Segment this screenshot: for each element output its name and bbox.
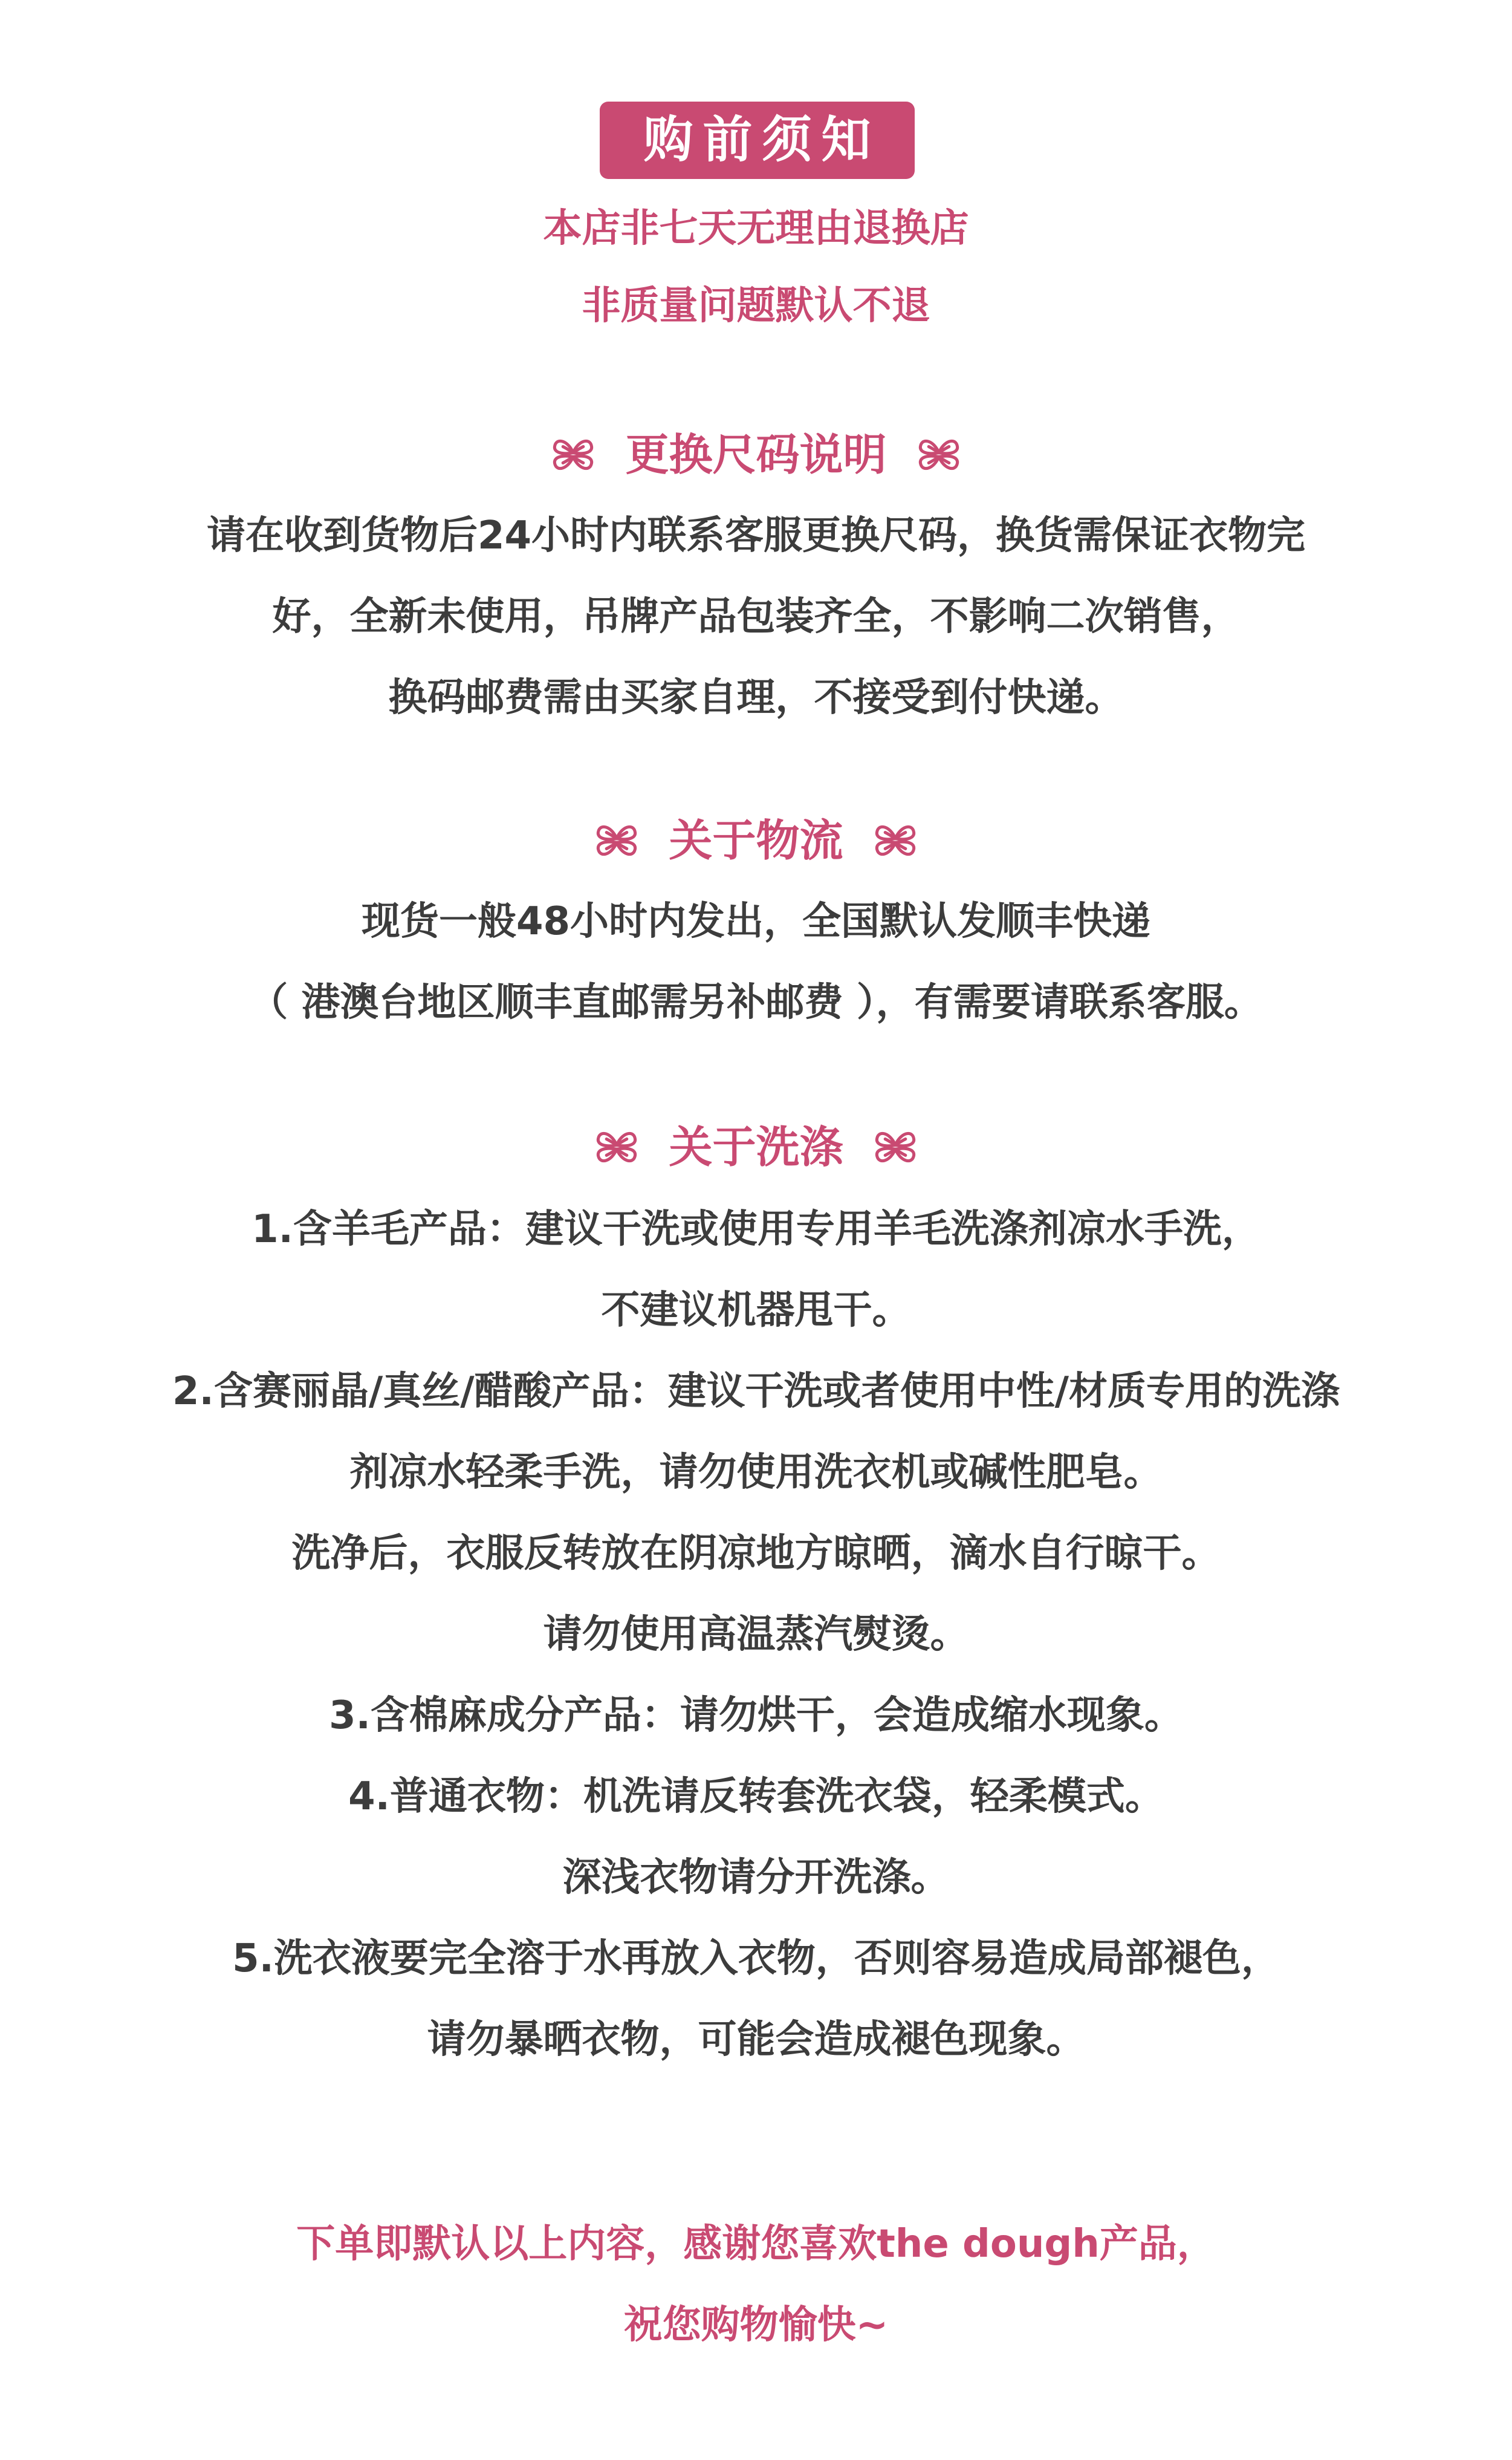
section-title-washing: 关于洗涤	[669, 1122, 843, 1173]
no-return-notice: 本店非七天无理由退换店	[543, 206, 969, 251]
washing-line: 2.含赛丽晶/真丝/醋酸产品：建议干洗或者使用中性/材质专用的洗涤	[172, 1369, 1340, 1414]
section-header-logistics	[0, 807, 1512, 874]
size-exchange-line: 好，全新未使用，吊牌产品包装齐全，不影响二次销售，	[272, 594, 1240, 639]
flower-icon	[591, 1122, 642, 1173]
size-exchange-line: 换码邮费需由买家自理，不接受到付快递。	[388, 675, 1124, 720]
washing-line: 请勿使用高温蒸汽熨烫。	[543, 1612, 969, 1657]
washing-line: 4.普通衣物：机洗请反转套洗衣袋，轻柔模式。	[348, 1774, 1164, 1819]
flower-icon	[870, 1122, 921, 1173]
flower-icon	[591, 815, 642, 866]
footer-wish: 祝您购物愉快~	[623, 2303, 889, 2348]
washing-line: 深浅衣物请分开洗涤。	[562, 1855, 950, 1900]
washing-line: 3.含棉麻成分产品：请勿烘干，会造成缩水现象。	[329, 1693, 1183, 1738]
washing-line: 剂凉水轻柔手洗，请勿使用洗衣机或碱性肥皂。	[349, 1450, 1163, 1495]
quality-return-notice: 非质量问题默认不退	[582, 284, 930, 328]
size-exchange-line: 请在收到货物后24小时内联系客服更换尺码，换货需保证衣物完	[206, 513, 1306, 558]
section-title-logistics: 关于物流	[669, 815, 843, 866]
washing-line: 1.含羊毛产品：建议干洗或使用专用羊毛洗涤剂凉水手洗，	[251, 1207, 1261, 1252]
purchase-notice-badge: 购前须知	[600, 102, 915, 179]
logistics-line: 现货一般48小时内发出，全国默认发顺丰快递	[361, 899, 1151, 944]
flower-icon	[913, 429, 964, 480]
washing-line: 5.洗衣液要完全溶于水再放入衣物，否则容易造成局部褪色，	[232, 1936, 1280, 1981]
footer-thanks: 下单即默认以上内容，感谢您喜欢the dough产品，	[296, 2222, 1216, 2266]
section-header-washing	[0, 1114, 1512, 1180]
flower-icon	[548, 429, 599, 480]
section-header-size-exchange	[0, 421, 1512, 488]
flower-icon	[870, 815, 921, 866]
washing-line: 不建议机器甩干。	[601, 1288, 911, 1333]
logistics-line: （ 港澳台地区顺丰直邮需另补邮费 ），有需要请联系客服。	[249, 980, 1263, 1025]
washing-line: 请勿暴晒衣物，可能会造成褪色现象。	[427, 2017, 1085, 2062]
section-title-size-exchange: 更换尺码说明	[625, 429, 887, 480]
washing-line: 洗净后，衣服反转放在阴凉地方晾晒，滴水自行晾干。	[291, 1531, 1221, 1576]
